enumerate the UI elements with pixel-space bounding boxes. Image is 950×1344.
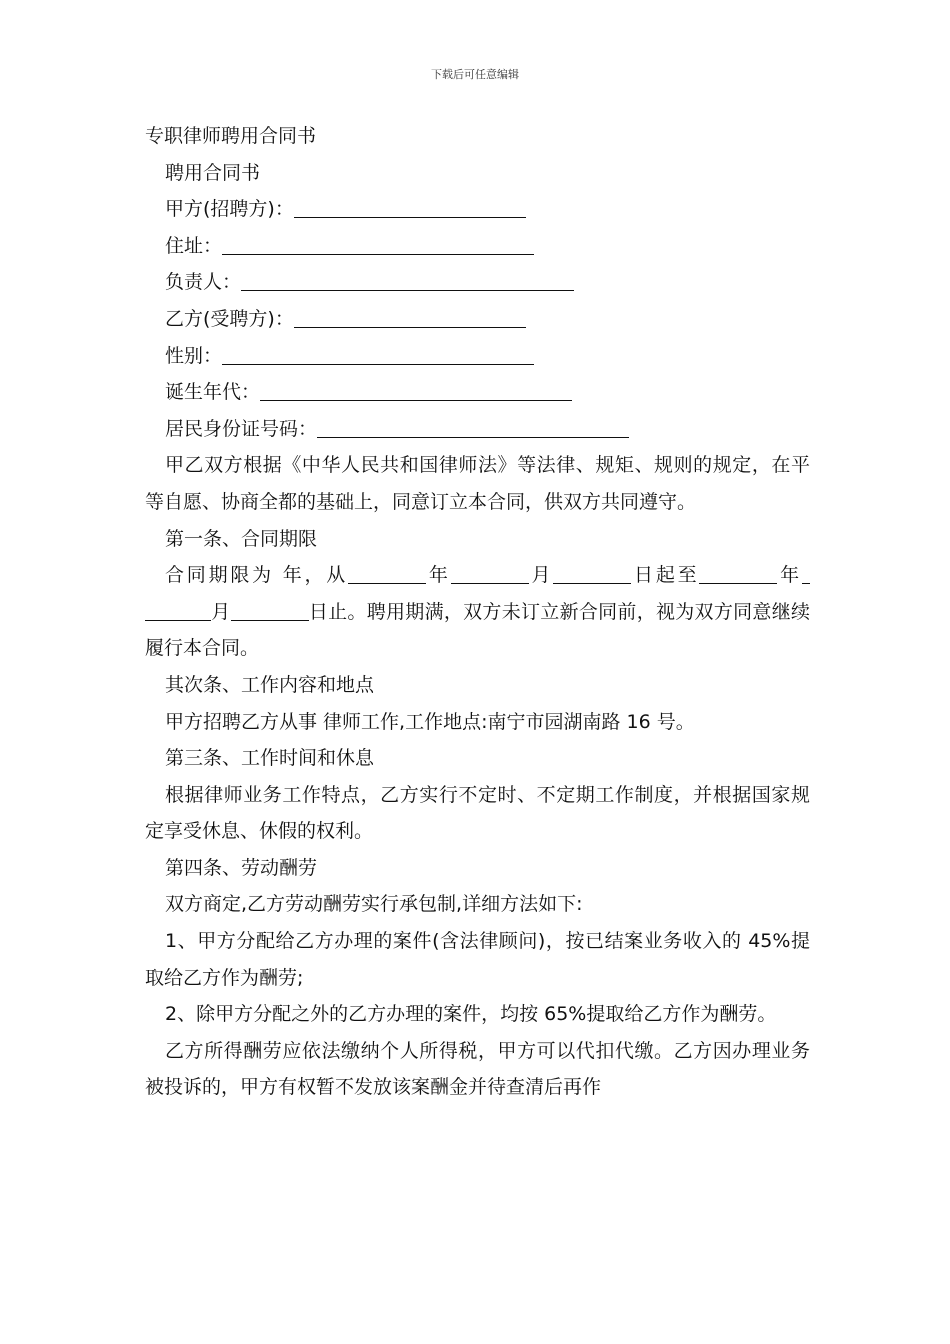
field-label: 乙方(受聘方)：	[165, 307, 294, 330]
fill-blank	[317, 418, 629, 438]
fill-blank	[294, 308, 526, 328]
field-id-number	[145, 411, 810, 448]
day-end-text: 日止。聘用期满，双方未订立新合同前，视为双方同意继续履行本合同。	[145, 600, 810, 660]
document-body	[145, 118, 810, 1106]
fill-blank	[802, 564, 810, 584]
article-3-text: 根据律师业务工作特点，乙方实行不定时、不定期工作制度，并根据国家规定享受休息、休假的权利。	[145, 783, 810, 843]
field-party-b	[145, 301, 810, 338]
page-header-note: 下载后可任意编辑	[431, 68, 519, 81]
fill-blank	[231, 601, 309, 621]
article-4-item-2: 2、除甲方分配之外的乙方办理的案件，均按 65%提取给乙方作为酬劳。	[165, 1003, 777, 1026]
intro-paragraph: 甲乙双方根据《中华人民共和国律师法》等法律、规矩、规则的规定，在平等自愿、协商全都的基础上，同意订立本合同，供双方共同遵守。	[145, 454, 810, 513]
year-label: 年	[777, 564, 802, 587]
fill-blank	[451, 564, 529, 584]
year-label: 年	[426, 564, 451, 587]
article-4-text: 双方商定,乙方劳动酬劳实行承包制,详细方法如下:	[165, 893, 583, 916]
article-2-heading: 其次条、工作内容和地点	[165, 673, 375, 696]
field-label: 住址：	[165, 234, 223, 257]
fill-blank	[222, 345, 534, 365]
field-address	[145, 228, 810, 265]
field-birth-date	[145, 374, 810, 411]
article-3-heading: 第三条、工作时间和休息	[165, 747, 375, 770]
fill-blank	[348, 564, 426, 584]
document-subtitle: 聘用合同书	[165, 161, 261, 184]
document-title: 专职律师聘用合同书	[145, 125, 317, 147]
term-prefix: 合同期限为 年，从	[165, 564, 349, 587]
article-4-heading: 第四条、劳动酬劳	[165, 856, 318, 879]
fill-blank	[222, 235, 534, 255]
field-responsible-person	[145, 264, 810, 301]
month-label: 月	[528, 564, 554, 587]
field-label: 诞生年代：	[165, 381, 261, 404]
field-label: 甲方(招聘方)：	[165, 198, 294, 221]
article-4-tax: 乙方所得酬劳应依法缴纳个人所得税，甲方可以代扣代缴。乙方因办理业务被投诉的，甲方有权暂不发放该案酬金并待查清后再作	[145, 1039, 810, 1099]
field-party-a	[145, 191, 810, 228]
article-1-heading: 第一条、合同期限	[165, 527, 318, 550]
field-label: 性别：	[165, 344, 223, 367]
fill-blank	[241, 271, 574, 291]
month-label: 月	[211, 600, 231, 623]
fill-blank	[260, 381, 572, 401]
day-from-label: 日起至	[631, 564, 700, 587]
field-label: 居民身份证号码：	[165, 417, 318, 440]
fill-blank	[145, 601, 211, 621]
field-label: 负责人：	[165, 271, 242, 294]
article-2-text: 甲方招聘乙方从事 律师工作,工作地点:南宁市园湖南路 16 号。	[165, 710, 695, 733]
fill-blank	[294, 198, 526, 218]
fill-blank	[553, 564, 631, 584]
field-gender	[145, 338, 810, 375]
article-4-item-1: 1、甲方分配给乙方办理的案件(含法律顾问)，按已结案业务收入的 45%提取给乙方作为酬劳;	[145, 930, 810, 989]
article-1-paragraph	[145, 557, 810, 667]
fill-blank	[699, 564, 777, 584]
